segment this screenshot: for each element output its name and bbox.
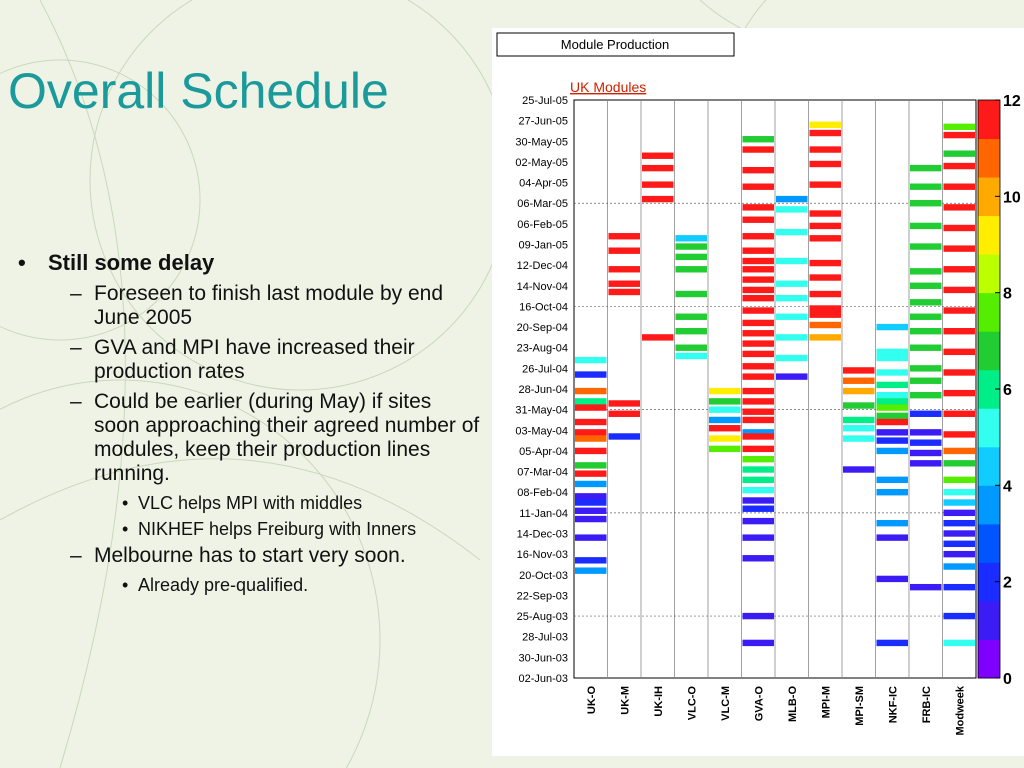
heatmap-cell bbox=[776, 206, 808, 212]
x-tick-label: GVA-O bbox=[753, 686, 766, 722]
heatmap-cell bbox=[810, 322, 842, 328]
bullet-item bbox=[10, 250, 480, 276]
heatmap-cell bbox=[609, 266, 641, 272]
colorbar-segment bbox=[978, 601, 1000, 640]
heatmap-cell bbox=[877, 349, 909, 355]
x-tick-label: MPI-M bbox=[820, 686, 833, 719]
heatmap-cell bbox=[910, 243, 942, 249]
heatmap-cell bbox=[776, 334, 808, 340]
heatmap-cell bbox=[944, 448, 976, 454]
heatmap-cell bbox=[810, 235, 842, 241]
heatmap-cell bbox=[810, 130, 842, 136]
heatmap-cell bbox=[944, 460, 976, 466]
heatmap-cell bbox=[709, 398, 741, 404]
heatmap-cell bbox=[575, 429, 607, 435]
y-tick-label: 25-Aug-03 bbox=[516, 611, 568, 624]
heatmap-cell bbox=[743, 351, 775, 357]
heatmap-cell bbox=[609, 433, 641, 439]
heatmap-cell bbox=[910, 439, 942, 445]
heatmap-cell bbox=[743, 320, 775, 326]
heatmap-cell bbox=[843, 417, 875, 423]
heatmap-cell bbox=[642, 196, 674, 202]
heatmap-cell bbox=[810, 146, 842, 152]
heatmap-cell bbox=[877, 355, 909, 361]
heatmap-cell bbox=[944, 245, 976, 251]
colorbar-segment bbox=[978, 216, 1000, 255]
bullet-marker: – bbox=[70, 282, 82, 305]
heatmap-cell bbox=[810, 305, 842, 311]
heatmap-cell bbox=[944, 563, 976, 569]
heatmap-cell bbox=[743, 456, 775, 462]
heatmap-cell bbox=[575, 516, 607, 522]
bullet-item bbox=[10, 544, 480, 568]
heatmap-cell bbox=[910, 328, 942, 334]
heatmap-cell bbox=[743, 266, 775, 272]
colorbar-tick-label: 12 bbox=[1003, 93, 1021, 110]
y-tick-label: 31-May-04 bbox=[515, 404, 568, 417]
heatmap-cell bbox=[743, 136, 775, 142]
heatmap-cell bbox=[944, 349, 976, 355]
heatmap-cell bbox=[910, 314, 942, 320]
heatmap-cell bbox=[810, 223, 842, 229]
y-tick-label: 02-Jun-03 bbox=[518, 673, 568, 685]
colorbar-tick-label: 0 bbox=[1003, 671, 1012, 688]
colorbar-segment bbox=[978, 485, 1000, 524]
y-tick-label: 06-Feb-05 bbox=[517, 218, 568, 231]
bullet-text: GVA and MPI have increased their production rates bbox=[94, 336, 415, 383]
heatmap-cell bbox=[877, 448, 909, 454]
colorbar-segment bbox=[978, 331, 1000, 370]
heatmap-cell bbox=[810, 311, 842, 317]
x-tick-label: UK-M bbox=[619, 686, 632, 715]
heatmap-cell bbox=[676, 266, 708, 272]
heatmap-cell bbox=[743, 409, 775, 415]
heatmap-cell bbox=[877, 534, 909, 540]
heatmap-cell bbox=[709, 388, 741, 394]
heatmap-cell bbox=[944, 431, 976, 437]
heatmap-cell bbox=[743, 287, 775, 293]
heatmap-cell bbox=[910, 429, 942, 435]
y-tick-label: 02-May-05 bbox=[515, 156, 568, 169]
chart-subtitle: UK Modules bbox=[570, 79, 647, 95]
heatmap-cell bbox=[944, 204, 976, 210]
colorbar-tick-label: 2 bbox=[1003, 574, 1012, 592]
heatmap-cell bbox=[877, 437, 909, 443]
bullet-text: Could be earlier (during May) if sites soon approaching their agreed number of modules, keep their production lines running. bbox=[94, 390, 480, 485]
y-tick-label: 22-Sep-03 bbox=[516, 590, 568, 603]
heatmap-cell bbox=[676, 328, 708, 334]
heatmap-cell bbox=[910, 200, 942, 206]
heatmap-cell bbox=[910, 283, 942, 289]
heatmap-cell bbox=[743, 307, 775, 313]
heatmap-cell bbox=[642, 181, 674, 187]
heatmap-cell bbox=[944, 287, 976, 293]
heatmap-cell bbox=[575, 435, 607, 441]
heatmap-cell bbox=[743, 363, 775, 369]
heatmap-cell bbox=[810, 161, 842, 167]
heatmap-cell bbox=[944, 411, 976, 417]
heatmap-cell bbox=[642, 153, 674, 159]
heatmap-cell bbox=[575, 398, 607, 404]
bullet-marker: • bbox=[122, 493, 129, 513]
y-tick-label: 14-Nov-04 bbox=[516, 280, 568, 293]
y-tick-label: 03-May-04 bbox=[515, 425, 568, 438]
x-tick-label: VLC-M bbox=[719, 686, 732, 721]
heatmap-cell bbox=[743, 398, 775, 404]
heatmap-cell bbox=[877, 640, 909, 646]
y-tick-label: 28-Jun-04 bbox=[518, 384, 568, 396]
heatmap-cell bbox=[810, 210, 842, 216]
y-tick-label: 25-Jul-05 bbox=[522, 95, 568, 107]
heatmap-cell bbox=[810, 260, 842, 266]
y-tick-label: 09-Jan-05 bbox=[518, 239, 568, 252]
x-tick-label: MPI-SM bbox=[853, 686, 866, 726]
x-tick-label: VLC-O bbox=[686, 686, 699, 721]
bullet-item bbox=[10, 336, 480, 384]
heatmap-cell bbox=[575, 508, 607, 514]
y-tick-label: 20-Oct-03 bbox=[519, 569, 568, 582]
heatmap-cell bbox=[575, 534, 607, 540]
colorbar-tick-label: 4 bbox=[1003, 478, 1012, 496]
heatmap-cell bbox=[743, 555, 775, 561]
colorbar-segment bbox=[978, 524, 1000, 563]
heatmap-cell bbox=[743, 258, 775, 264]
heatmap-cell bbox=[575, 462, 607, 468]
heatmap-cell bbox=[642, 334, 674, 340]
colorbar-segment bbox=[978, 293, 1000, 332]
heatmap-cell bbox=[743, 640, 775, 646]
heatmap-cell bbox=[944, 132, 976, 138]
heatmap-cell bbox=[776, 258, 808, 264]
heatmap-cell bbox=[910, 184, 942, 190]
heatmap-cell bbox=[743, 497, 775, 503]
heatmap-cell bbox=[877, 429, 909, 435]
bullet-marker: – bbox=[70, 336, 82, 359]
heatmap-cell bbox=[676, 345, 708, 351]
heatmap-cell bbox=[910, 450, 942, 456]
bullet-list bbox=[10, 250, 480, 600]
bullet-marker: • bbox=[122, 575, 129, 595]
y-tick-label: 20-Sep-04 bbox=[516, 322, 568, 335]
bullet-marker: – bbox=[70, 544, 82, 567]
heatmap-cell bbox=[743, 217, 775, 223]
heatmap-cell bbox=[575, 388, 607, 394]
heatmap-cell bbox=[609, 247, 641, 253]
heatmap-cell bbox=[843, 388, 875, 394]
heatmap-cell bbox=[709, 446, 741, 452]
colorbar-segment bbox=[978, 447, 1000, 486]
heatmap-cell bbox=[575, 499, 607, 505]
heatmap-cell bbox=[743, 433, 775, 439]
y-tick-label: 28-Jul-03 bbox=[522, 631, 568, 644]
bullet-item bbox=[10, 492, 480, 514]
heatmap-cell bbox=[910, 584, 942, 590]
heatmap-cell bbox=[743, 477, 775, 483]
heatmap-cell bbox=[944, 184, 976, 190]
heatmap-cell bbox=[743, 534, 775, 540]
heatmap-cell bbox=[743, 247, 775, 253]
heatmap-cell bbox=[877, 392, 909, 398]
heatmap-cell bbox=[944, 530, 976, 536]
heatmap-cell bbox=[877, 520, 909, 526]
heatmap-cell bbox=[810, 274, 842, 280]
heatmap-cell bbox=[575, 448, 607, 454]
heatmap-cell bbox=[676, 254, 708, 260]
y-tick-label: 30-May-05 bbox=[515, 136, 568, 149]
bullet-text: VLC helps MPI with middles bbox=[138, 493, 363, 513]
heatmap-cell bbox=[877, 419, 909, 425]
y-tick-label: 27-Jun-05 bbox=[518, 115, 568, 128]
heatmap-cell bbox=[743, 518, 775, 524]
heatmap-cell bbox=[910, 345, 942, 351]
y-tick-label: 26-Jul-04 bbox=[522, 363, 568, 376]
heatmap-cell bbox=[944, 520, 976, 526]
heatmap-cell bbox=[609, 411, 641, 417]
heatmap-cell bbox=[944, 510, 976, 516]
y-tick-label: 16-Nov-03 bbox=[516, 549, 568, 562]
heatmap-cell bbox=[575, 371, 607, 377]
heatmap-cell bbox=[944, 541, 976, 547]
heatmap-cell bbox=[910, 460, 942, 466]
heatmap-cell bbox=[743, 167, 775, 173]
chart-title: Module Production bbox=[560, 37, 670, 52]
y-tick-label: 05-Apr-04 bbox=[519, 445, 568, 458]
heatmap-cell bbox=[743, 613, 775, 619]
heatmap-cell bbox=[743, 233, 775, 239]
x-tick-label: MLB-O bbox=[786, 686, 799, 723]
y-tick-label: 06-Mar-05 bbox=[517, 198, 568, 211]
heatmap-cell bbox=[776, 373, 808, 379]
heatmap-cell bbox=[944, 266, 976, 272]
heatmap-cell bbox=[776, 355, 808, 361]
heatmap-cell bbox=[843, 367, 875, 373]
heatmap-cell bbox=[910, 392, 942, 398]
y-tick-label: 11-Jan-04 bbox=[519, 507, 568, 520]
heatmap-cell bbox=[910, 268, 942, 274]
heatmap-cell bbox=[843, 466, 875, 472]
heatmap-cell bbox=[642, 165, 674, 171]
bullet-item bbox=[10, 518, 480, 540]
heatmap-cell bbox=[575, 481, 607, 487]
heatmap-cell bbox=[776, 314, 808, 320]
heatmap-cell bbox=[810, 334, 842, 340]
heatmap-cell bbox=[810, 122, 842, 128]
heatmap-cell bbox=[877, 369, 909, 375]
x-tick-label: NKF-IC bbox=[887, 686, 900, 724]
heatmap-cell bbox=[944, 489, 976, 495]
heatmap-cell bbox=[709, 417, 741, 423]
heatmap-cell bbox=[743, 466, 775, 472]
x-tick-label: UK-O bbox=[585, 686, 598, 715]
x-tick-label: UK-IH bbox=[652, 686, 665, 717]
y-tick-label: 23-Aug-04 bbox=[516, 342, 568, 355]
heatmap-cell bbox=[944, 150, 976, 156]
heatmap-cell bbox=[877, 576, 909, 582]
heatmap-cell bbox=[609, 281, 641, 287]
heatmap-cell bbox=[676, 314, 708, 320]
colorbar-segment bbox=[978, 100, 1000, 139]
heatmap-cell bbox=[944, 225, 976, 231]
heatmap-cell bbox=[676, 353, 708, 359]
heatmap-cell bbox=[575, 493, 607, 499]
heatmap-cell bbox=[575, 357, 607, 363]
heatmap-cell bbox=[810, 291, 842, 297]
heatmap-cell bbox=[709, 406, 741, 412]
heatmap-cell bbox=[776, 229, 808, 235]
bullet-item bbox=[10, 282, 480, 330]
heatmap-cell bbox=[575, 419, 607, 425]
colorbar-segment bbox=[978, 254, 1000, 293]
y-tick-label: 07-Mar-04 bbox=[517, 466, 568, 479]
heatmap-cell bbox=[743, 373, 775, 379]
y-tick-label: 08-Feb-04 bbox=[517, 487, 568, 500]
heatmap-cell bbox=[676, 243, 708, 249]
x-tick-label: FRB-IC bbox=[920, 686, 933, 724]
bullet-text: Already pre-qualified. bbox=[138, 575, 309, 595]
bullet-item bbox=[10, 390, 480, 486]
heatmap-cell bbox=[776, 281, 808, 287]
heatmap-cell bbox=[944, 328, 976, 334]
heatmap-cell bbox=[944, 369, 976, 375]
heatmap-cell bbox=[776, 295, 808, 301]
y-tick-label: 30-Jun-03 bbox=[518, 652, 568, 665]
colorbar-tick-label: 6 bbox=[1003, 382, 1012, 399]
heatmap-cell bbox=[575, 404, 607, 410]
y-tick-label: 12-Dec-04 bbox=[516, 260, 568, 273]
heatmap-cell bbox=[743, 276, 775, 282]
heatmap-cell bbox=[743, 146, 775, 152]
colorbar-segment bbox=[978, 408, 1000, 447]
heatmap-cell bbox=[944, 477, 976, 483]
heatmap-cell bbox=[609, 289, 641, 295]
heatmap-cell bbox=[910, 299, 942, 305]
heatmap-cell bbox=[575, 567, 607, 573]
colorbar-tick-label: 8 bbox=[1003, 285, 1012, 303]
colorbar-segment bbox=[978, 639, 1000, 678]
heatmap-cell bbox=[843, 378, 875, 384]
heatmap-cell bbox=[944, 124, 976, 130]
colorbar-tick-label: 10 bbox=[1003, 189, 1021, 207]
heatmap-cell bbox=[877, 413, 909, 419]
heatmap-cell bbox=[944, 307, 976, 313]
heatmap-cell bbox=[910, 223, 942, 229]
heatmap-cell bbox=[743, 340, 775, 346]
bullet-marker: • bbox=[122, 519, 129, 539]
bullet-marker: – bbox=[70, 390, 82, 413]
heatmap-cell bbox=[910, 378, 942, 384]
x-tick-label: Modweek bbox=[954, 686, 967, 736]
heatmap-cell bbox=[609, 400, 641, 406]
colorbar-segment bbox=[978, 139, 1000, 178]
bullet-text: NIKHEF helps Freiburg with Inners bbox=[138, 519, 417, 539]
bullet-text: Melbourne has to start very soon. bbox=[94, 544, 406, 567]
heatmap-cell bbox=[944, 640, 976, 646]
heatmap-cell bbox=[944, 163, 976, 169]
y-tick-label: 04-Apr-05 bbox=[519, 177, 568, 190]
heatmap-cell bbox=[743, 388, 775, 394]
y-tick-label: 16-Oct-04 bbox=[519, 301, 568, 314]
heatmap-cell bbox=[877, 477, 909, 483]
heatmap-cell bbox=[910, 365, 942, 371]
heatmap-cell bbox=[676, 235, 708, 241]
heatmap-cell bbox=[944, 584, 976, 590]
heatmap-cell bbox=[575, 470, 607, 476]
heatmap-cell bbox=[843, 425, 875, 431]
heatmap-cell bbox=[743, 330, 775, 336]
heatmap-cell bbox=[676, 291, 708, 297]
heatmap-cell bbox=[944, 390, 976, 396]
heatmap-cell bbox=[877, 324, 909, 330]
bullet-marker: • bbox=[18, 250, 26, 275]
heatmap-cell bbox=[910, 165, 942, 171]
chart-panel bbox=[492, 28, 1024, 756]
heatmap-cell bbox=[743, 446, 775, 452]
heatmap-cell bbox=[609, 233, 641, 239]
heatmap-cell bbox=[944, 613, 976, 619]
bullet-text: Still some delay bbox=[48, 250, 215, 275]
heatmap-cell bbox=[575, 557, 607, 563]
heatmap-cell bbox=[709, 435, 741, 441]
heatmap-cell bbox=[743, 506, 775, 512]
slide-title: Overall Schedule bbox=[8, 63, 389, 119]
bullet-item bbox=[10, 574, 480, 596]
heatmap-cell bbox=[877, 398, 909, 404]
heatmap-cell bbox=[743, 295, 775, 301]
heatmap-cell bbox=[910, 411, 942, 417]
heatmap-cell bbox=[709, 425, 741, 431]
heatmap-cell bbox=[810, 181, 842, 187]
heatmap-cell bbox=[743, 487, 775, 493]
heatmap-cell bbox=[877, 489, 909, 495]
heatmap-cell bbox=[877, 404, 909, 410]
heatmap-cell bbox=[843, 435, 875, 441]
heatmap-cell bbox=[944, 499, 976, 505]
heatmap-cell bbox=[776, 196, 808, 202]
production-heatmap bbox=[492, 28, 1024, 756]
heatmap-cell bbox=[743, 417, 775, 423]
y-tick-label: 14-Dec-03 bbox=[516, 528, 568, 541]
heatmap-cell bbox=[743, 184, 775, 190]
heatmap-cell bbox=[944, 551, 976, 557]
bullet-text: Foreseen to finish last module by end June 2005 bbox=[94, 282, 444, 329]
heatmap-cell bbox=[743, 204, 775, 210]
heatmap-cell bbox=[843, 402, 875, 408]
heatmap-cell bbox=[877, 382, 909, 388]
